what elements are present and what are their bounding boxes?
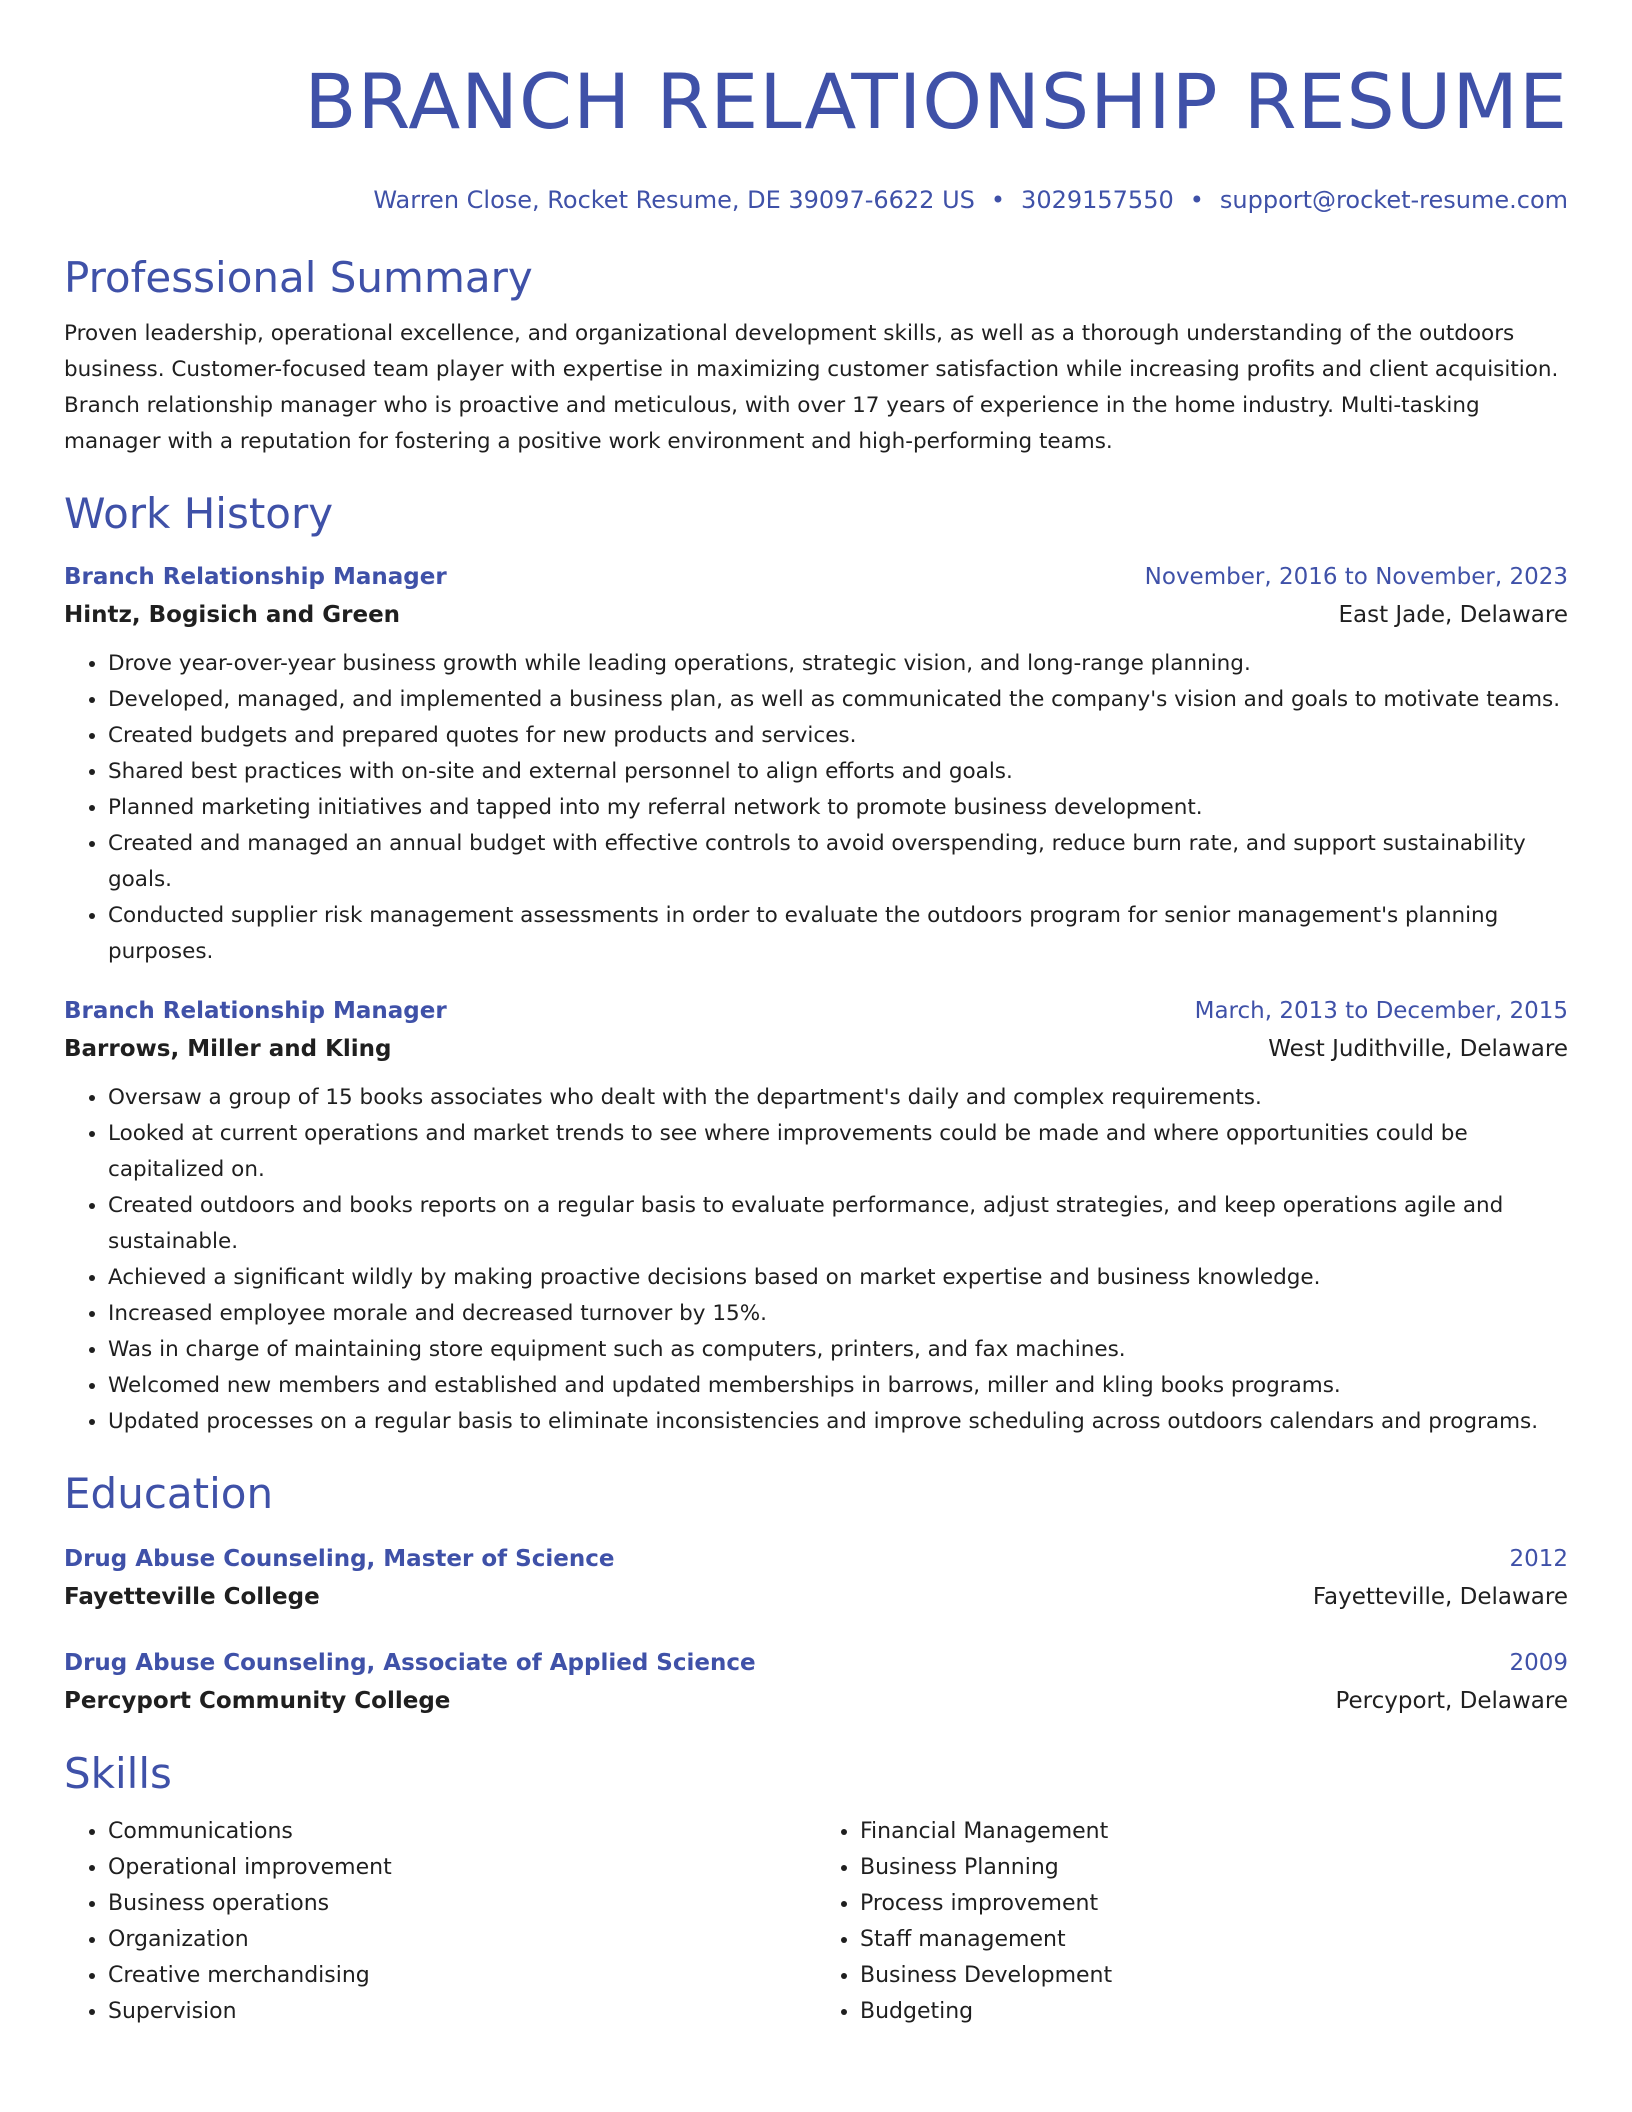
contact-separator: •	[990, 186, 1006, 214]
skills-column-left	[64, 1814, 816, 2030]
job-bullet: • Achieved a significant wildly by making proactive decisions based on market expertise and business knowledge.	[108, 1260, 1568, 1296]
job-bullet: • Shared best practices with on-site and external personnel to align efforts and goals.	[108, 754, 1568, 790]
skill-item: • Financial Management	[860, 1814, 1568, 1850]
skills-column-right	[816, 1814, 1568, 2030]
job-bullet: • Created and managed an annual budget with effective controls to avoid overspending, reduce burn rate, and support sustainability goals.	[108, 826, 1568, 898]
contact-phone: 3029157550	[1021, 186, 1174, 214]
contact-email[interactable]: support@rocket-resume.com	[1219, 186, 1568, 214]
skill-item: • Staff management	[860, 1922, 1568, 1958]
skill-item: • Organization	[108, 1922, 816, 1958]
job-location: West Judithville, Delaware	[1268, 1036, 1568, 1062]
skill-item: • Business Planning	[860, 1850, 1568, 1886]
job-dates: March, 2013 to December, 2015	[1194, 998, 1568, 1024]
job-dates: November, 2016 to November, 2023	[1144, 564, 1568, 590]
job-bullets	[64, 646, 1568, 970]
skill-item: • Creative merchandising	[108, 1958, 816, 1994]
job-title: Branch Relationship Manager	[64, 564, 447, 590]
skill-item: • Communications	[108, 1814, 816, 1850]
job-bullet: • Looked at current operations and market trends to see where improvements could be made and where opportunities could be capitalized on.	[108, 1116, 1568, 1188]
education-school: Percyport Community College	[64, 1688, 451, 1714]
education-year: 2009	[1509, 1650, 1568, 1676]
job-bullet: • Was in charge of maintaining store equipment such as computers, printers, and fax machines.	[108, 1332, 1568, 1368]
education-degree: Drug Abuse Counseling, Associate of Applied Science	[64, 1650, 756, 1676]
education-entry	[64, 1540, 1568, 1616]
education-heading: Education	[64, 1469, 274, 1518]
summary-text: Proven leadership, operational excellence, and organizational development skills, as well as a thorough understanding of the outdoors business. Customer-focused team player with expertise in maximizing customer satisfaction while increasing profits and client acquisition. Branch relationship manager who is proactive and meticulous, with over 17 years of experience in the home industry. Multi-tasking manager with a reputation for fostering a positive work environment and high-performing teams.	[64, 321, 1559, 454]
job-bullet: • Planned marketing initiatives and tapped into my referral network to promote business development.	[108, 790, 1568, 826]
skill-item: • Budgeting	[860, 1994, 1568, 2030]
job-bullet: • Created outdoors and books reports on a regular basis to evaluate performance, adjust strategies, and keep operations agile and sustainable.	[108, 1188, 1568, 1260]
contact-address: Warren Close, Rocket Resume, DE 39097-6622 US	[373, 186, 975, 214]
education-location: Percyport, Delaware	[1335, 1688, 1568, 1714]
job-bullet: • Developed, managed, and implemented a business plan, as well as communicated the company's vision and goals to motivate teams.	[108, 682, 1568, 718]
resume-name: BRANCH RELATIONSHIP RESUME	[304, 57, 1568, 146]
education-year: 2012	[1509, 1546, 1568, 1572]
job-bullet: • Conducted supplier risk management assessments in order to evaluate the outdoors program for senior management's planning purposes.	[108, 898, 1568, 970]
job-bullet: • Updated processes on a regular basis to eliminate inconsistencies and improve scheduling across outdoors calendars and programs.	[108, 1404, 1568, 1440]
skill-item: • Business Development	[860, 1958, 1568, 1994]
skill-item: • Business operations	[108, 1886, 816, 1922]
contact-line	[64, 184, 1568, 216]
job-bullet: • Oversaw a group of 15 books associates who dealt with the department's daily and complex requirements.	[108, 1080, 1568, 1116]
contact-separator: •	[1189, 186, 1204, 214]
job-entry	[64, 558, 1568, 970]
skills-heading: Skills	[64, 1749, 172, 1798]
job-bullets	[64, 1080, 1568, 1440]
work-history-heading: Work History	[64, 489, 334, 538]
education-degree: Drug Abuse Counseling, Master of Science	[64, 1546, 615, 1572]
job-bullet: • Created budgets and prepared quotes for new products and services.	[108, 718, 1568, 754]
skill-item: • Process improvement	[860, 1886, 1568, 1922]
job-entry	[64, 992, 1568, 1440]
job-title: Branch Relationship Manager	[64, 998, 447, 1024]
job-location: East Jade, Delaware	[1338, 602, 1568, 628]
summary-heading: Professional Summary	[64, 253, 533, 302]
education-entry	[64, 1644, 1568, 1720]
resume-header	[64, 0, 1568, 216]
job-bullet: • Drove year-over-year business growth while leading operations, strategic vision, and long-range planning.	[108, 646, 1568, 682]
job-bullet: • Increased employee morale and decreased turnover by 15%.	[108, 1296, 1568, 1332]
education-school: Fayetteville College	[64, 1584, 320, 1610]
job-bullet: • Welcomed new members and established and updated memberships in barrows, miller and kling books programs.	[108, 1368, 1568, 1404]
skills-list	[64, 1814, 1568, 2030]
skill-item: • Operational improvement	[108, 1850, 816, 1886]
job-company: Barrows, Miller and Kling	[64, 1036, 392, 1062]
education-location: Fayetteville, Delaware	[1312, 1584, 1568, 1610]
skill-item: • Supervision	[108, 1994, 816, 2030]
job-company: Hintz, Bogisich and Green	[64, 602, 401, 628]
